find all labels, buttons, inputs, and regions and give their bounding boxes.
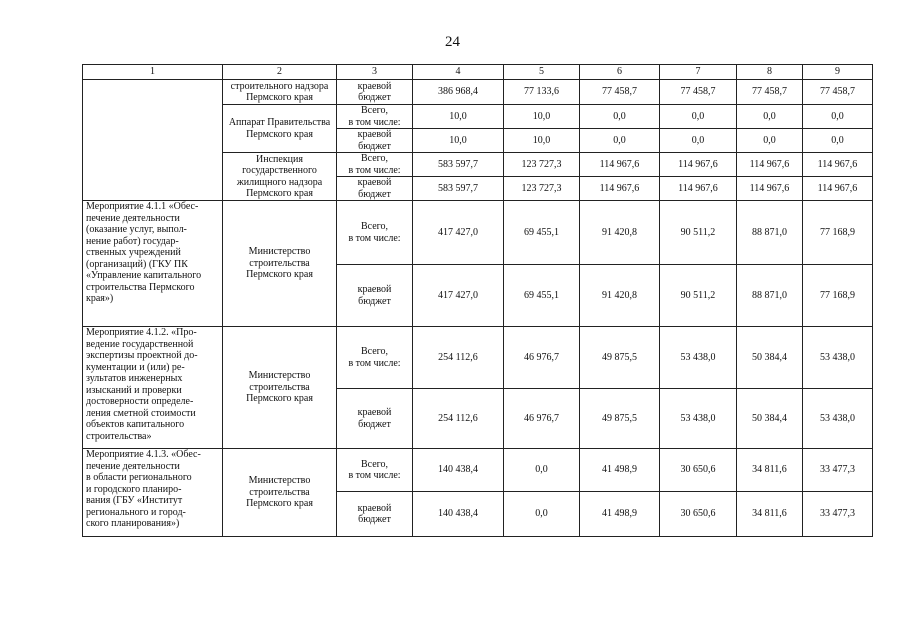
value-cell: 114 967,6: [580, 177, 660, 201]
measure-cell: Мероприятие 4.1.2. «Про- ведение государственной экспертизы проектной до- кументации и (или) ре- зультатов инженерных изысканий и проверки достоверности определе- ления сметной стоимости объектов капитального строительства»: [83, 327, 223, 449]
value-cell: 386 968,4: [413, 80, 504, 105]
organization-cell: Министерство строительства Пермского края: [223, 327, 337, 449]
value-cell: 114 967,6: [660, 177, 737, 201]
value-cell: 33 477,3: [803, 449, 873, 492]
value-cell: 41 498,9: [580, 492, 660, 537]
measure-cell: Мероприятие 4.1.3. «Обес- печение деятельности в области регионального и городского планиро- вания (ГБУ «Институт регионального и город- ского планирования»): [83, 449, 223, 537]
funding-source-cell: краевой бюджет: [337, 80, 413, 105]
budget-table: [82, 64, 873, 537]
value-cell: 50 384,4: [737, 389, 803, 449]
value-cell: 140 438,4: [413, 449, 504, 492]
value-cell: 10,0: [413, 129, 504, 153]
value-cell: 53 438,0: [660, 389, 737, 449]
value-cell: 114 967,6: [737, 177, 803, 201]
value-cell: 583 597,7: [413, 153, 504, 177]
value-cell: 90 511,2: [660, 265, 737, 327]
column-number: 9: [803, 65, 873, 80]
value-cell: 53 438,0: [803, 327, 873, 389]
table-row: [83, 80, 873, 105]
value-cell: 41 498,9: [580, 449, 660, 492]
table-row: [83, 449, 873, 492]
value-cell: 254 112,6: [413, 327, 504, 389]
value-cell: 30 650,6: [660, 449, 737, 492]
value-cell: 114 967,6: [580, 153, 660, 177]
funding-source-cell: краевой бюджет: [337, 492, 413, 537]
value-cell: 50 384,4: [737, 327, 803, 389]
value-cell: 46 976,7: [504, 389, 580, 449]
value-cell: 114 967,6: [803, 153, 873, 177]
value-cell: 77 168,9: [803, 201, 873, 265]
value-cell: 0,0: [803, 105, 873, 129]
value-cell: 0,0: [660, 105, 737, 129]
column-number: 6: [580, 65, 660, 80]
funding-source-cell: Всего, в том числе:: [337, 449, 413, 492]
value-cell: 10,0: [504, 129, 580, 153]
page-number: 24: [445, 34, 460, 50]
column-number: 1: [83, 65, 223, 80]
value-cell: 123 727,3: [504, 153, 580, 177]
value-cell: 46 976,7: [504, 327, 580, 389]
organization-cell: Инспекция государственного жилищного надзора Пермского края: [223, 153, 337, 201]
value-cell: 0,0: [580, 129, 660, 153]
value-cell: 0,0: [737, 105, 803, 129]
value-cell: 49 875,5: [580, 327, 660, 389]
table-row: [83, 327, 873, 389]
value-cell: 34 811,6: [737, 449, 803, 492]
value-cell: 77 168,9: [803, 265, 873, 327]
value-cell: 91 420,8: [580, 265, 660, 327]
value-cell: 77 458,7: [803, 80, 873, 105]
measure-cell: Мероприятие 4.1.1 «Обес- печение деятельности (оказание услуг, выпол- нение работ) государ- ственных учреждений (организаций) (ГКУ ПК «Управление капитального строительства Пермского края»): [83, 201, 223, 327]
value-cell: 91 420,8: [580, 201, 660, 265]
value-cell: 0,0: [504, 449, 580, 492]
value-cell: 53 438,0: [660, 327, 737, 389]
organization-cell: Аппарат Правительства Пермского края: [223, 105, 337, 153]
column-number: 2: [223, 65, 337, 80]
table-row: [83, 201, 873, 265]
value-cell: 114 967,6: [660, 153, 737, 177]
value-cell: 77 458,7: [737, 80, 803, 105]
value-cell: 254 112,6: [413, 389, 504, 449]
value-cell: 114 967,6: [737, 153, 803, 177]
value-cell: 34 811,6: [737, 492, 803, 537]
column-number: 4: [413, 65, 504, 80]
organization-cell: строительного надзора Пермского края: [223, 80, 337, 105]
funding-source-cell: краевой бюджет: [337, 265, 413, 327]
measure-cell-empty: [83, 80, 223, 201]
value-cell: 0,0: [580, 105, 660, 129]
value-cell: 417 427,0: [413, 201, 504, 265]
funding-source-cell: краевой бюджет: [337, 129, 413, 153]
funding-source-cell: Всего, в том числе:: [337, 327, 413, 389]
value-cell: 69 455,1: [504, 265, 580, 327]
column-number: 8: [737, 65, 803, 80]
value-cell: 0,0: [504, 492, 580, 537]
value-cell: 77 458,7: [580, 80, 660, 105]
value-cell: 49 875,5: [580, 389, 660, 449]
value-cell: 69 455,1: [504, 201, 580, 265]
value-cell: 88 871,0: [737, 265, 803, 327]
column-number-row: [83, 65, 873, 80]
column-number: 5: [504, 65, 580, 80]
value-cell: 88 871,0: [737, 201, 803, 265]
value-cell: 123 727,3: [504, 177, 580, 201]
funding-source-cell: Всего, в том числе:: [337, 201, 413, 265]
value-cell: 0,0: [737, 129, 803, 153]
organization-cell: Министерство строительства Пермского края: [223, 201, 337, 327]
value-cell: 10,0: [413, 105, 504, 129]
value-cell: 0,0: [803, 129, 873, 153]
value-cell: 30 650,6: [660, 492, 737, 537]
value-cell: 417 427,0: [413, 265, 504, 327]
funding-source-cell: краевой бюджет: [337, 389, 413, 449]
value-cell: 77 133,6: [504, 80, 580, 105]
value-cell: 10,0: [504, 105, 580, 129]
funding-source-cell: Всего, в том числе:: [337, 153, 413, 177]
value-cell: 33 477,3: [803, 492, 873, 537]
value-cell: 0,0: [660, 129, 737, 153]
value-cell: 114 967,6: [803, 177, 873, 201]
column-number: 7: [660, 65, 737, 80]
organization-cell: Министерство строительства Пермского края: [223, 449, 337, 537]
value-cell: 53 438,0: [803, 389, 873, 449]
value-cell: 583 597,7: [413, 177, 504, 201]
value-cell: 77 458,7: [660, 80, 737, 105]
column-number: 3: [337, 65, 413, 80]
value-cell: 90 511,2: [660, 201, 737, 265]
funding-source-cell: Всего, в том числе:: [337, 105, 413, 129]
value-cell: 140 438,4: [413, 492, 504, 537]
funding-source-cell: краевой бюджет: [337, 177, 413, 201]
